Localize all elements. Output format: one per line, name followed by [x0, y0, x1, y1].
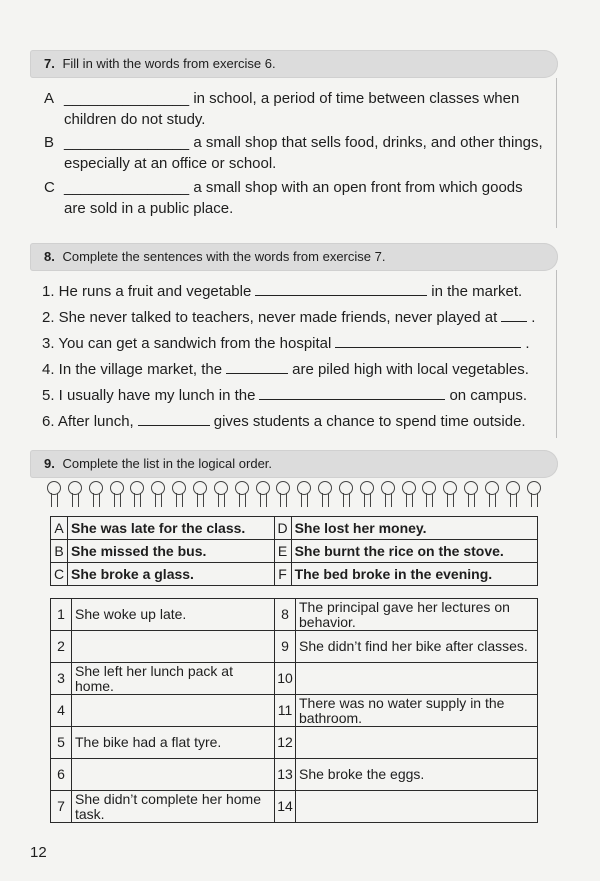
exercise-instruction: Complete the sentences with the words from exercise 7.: [62, 249, 386, 264]
sentence-item: [42, 333, 547, 355]
answer-blank[interactable]: _______________: [64, 90, 190, 107]
step-number: 5: [51, 727, 72, 759]
ring-icon: [463, 481, 479, 509]
ring-icon: [275, 481, 291, 509]
margin-rule: [556, 78, 557, 228]
ring-icon: [88, 481, 104, 509]
ring-icon: [401, 481, 417, 509]
step-cell[interactable]: She didn’t complete her home task.: [72, 791, 275, 823]
step-cell[interactable]: She didn’t find her bike after classes.: [296, 631, 538, 663]
step-number: 6: [51, 759, 72, 791]
event-text: The bed broke in the evening.: [291, 563, 537, 586]
page-number: 12: [30, 844, 47, 861]
event-text: She burnt the rice on the stove.: [291, 540, 537, 563]
ring-icon: [192, 481, 208, 509]
definition-text-cont: are sold in a public place.: [64, 200, 234, 217]
step-cell[interactable]: The principal gave her lectures on behavior.: [296, 599, 538, 631]
step-cell[interactable]: [72, 631, 275, 663]
step-number: 12: [275, 727, 296, 759]
margin-rule: [556, 270, 557, 438]
sentence-item: [42, 307, 547, 329]
ring-icon: [526, 481, 542, 509]
ring-icon: [442, 481, 458, 509]
ring-icon: [67, 481, 83, 509]
sentence-start: 3. You can get a sandwich from the hospital: [42, 335, 332, 352]
step-cell[interactable]: [296, 727, 538, 759]
sentence-end: are piled high with local vegetables.: [292, 361, 529, 378]
exercise-9-header: [30, 450, 558, 478]
step-cell[interactable]: The bike had a flat tyre.: [72, 727, 275, 759]
sentence-start: 2. She never talked to teachers, never made friends, never played at: [42, 309, 498, 326]
ring-icon: [46, 481, 62, 509]
sentence-start: 4. In the village market, the: [42, 361, 223, 378]
exercise-number: 8.: [44, 249, 55, 264]
item-letter: A: [44, 90, 55, 107]
ring-icon: [359, 481, 375, 509]
event-letter: F: [274, 563, 291, 586]
exercise-number: 7.: [44, 56, 55, 71]
ring-icon: [421, 481, 437, 509]
definition-text-cont: children do not study.: [64, 111, 206, 128]
table-row: [51, 517, 538, 540]
step-number: 1: [51, 599, 72, 631]
step-number: 9: [275, 631, 296, 663]
ring-icon: [171, 481, 187, 509]
answer-blank[interactable]: [138, 411, 210, 426]
definition-text: in school, a period of time between classes when: [193, 90, 520, 107]
sentence-start: 5. I usually have my lunch in the: [42, 387, 256, 404]
step-cell[interactable]: [296, 791, 538, 823]
sentence-end: on campus.: [449, 387, 527, 404]
step-cell[interactable]: [72, 695, 275, 727]
exercise-8-header: [30, 243, 558, 271]
ring-icon: [213, 481, 229, 509]
step-cell[interactable]: She woke up late.: [72, 599, 275, 631]
answer-blank[interactable]: [335, 333, 521, 348]
event-letter: C: [51, 563, 68, 586]
step-number: 4: [51, 695, 72, 727]
sentence-end: .: [525, 335, 530, 352]
step-number: 13: [275, 759, 296, 791]
step-number: 3: [51, 663, 72, 695]
answer-blank[interactable]: [259, 385, 445, 400]
sentence-item: [42, 281, 547, 303]
step-number: 2: [51, 631, 72, 663]
exercise-instruction: Complete the list in the logical order.: [62, 456, 273, 471]
answer-blank[interactable]: [226, 359, 288, 374]
ring-icon: [234, 481, 250, 509]
exercise-number: 9.: [44, 456, 55, 471]
ring-icon: [505, 481, 521, 509]
item-letter: B: [44, 134, 55, 151]
answer-blank[interactable]: [255, 281, 427, 296]
table-row: [51, 663, 538, 695]
step-number: 8: [275, 599, 296, 631]
step-number: 11: [275, 695, 296, 727]
definition-text: a small shop that sells food, drinks, and other things,: [193, 134, 543, 151]
event-letter: B: [51, 540, 68, 563]
exercise-7-header: [30, 50, 558, 78]
events-table: [50, 516, 538, 586]
step-cell[interactable]: She broke the eggs.: [296, 759, 538, 791]
sentence-item: [42, 359, 547, 381]
event-text: She was late for the class.: [68, 517, 275, 540]
ring-icon: [484, 481, 500, 509]
sentence-start: 1. He runs a fruit and vegetable: [42, 283, 252, 300]
sentence-start: 6. After lunch,: [42, 413, 134, 430]
table-row: [51, 631, 538, 663]
step-number: 7: [51, 791, 72, 823]
exercise-instruction: Fill in with the words from exercise 6.: [62, 56, 276, 71]
ring-icon: [109, 481, 125, 509]
item-letter: C: [44, 179, 55, 196]
event-text: She lost her money.: [291, 517, 537, 540]
step-cell[interactable]: [72, 759, 275, 791]
sentence-end: .: [531, 309, 536, 326]
ring-icon: [150, 481, 166, 509]
step-number: 14: [275, 791, 296, 823]
step-cell[interactable]: She left her lunch pack at home.: [72, 663, 275, 695]
definition-text-cont: especially at an office or school.: [64, 155, 277, 172]
spiral-binding-decoration: [46, 481, 542, 509]
event-text: She missed the bus.: [68, 540, 275, 563]
ring-icon: [380, 481, 396, 509]
event-letter: E: [274, 540, 291, 563]
ring-icon: [129, 481, 145, 509]
table-row: [51, 759, 538, 791]
sentence-item: [42, 411, 547, 433]
answer-blank[interactable]: _______________: [64, 179, 190, 196]
answer-blank[interactable]: [501, 307, 527, 322]
table-row: [51, 540, 538, 563]
answer-blank[interactable]: _______________: [64, 134, 190, 151]
definition-text: a small shop with an open front from which goods: [193, 179, 523, 196]
step-number: 10: [275, 663, 296, 695]
event-letter: A: [51, 517, 68, 540]
table-row: [51, 791, 538, 823]
ring-icon: [255, 481, 271, 509]
order-list-table: [50, 598, 538, 823]
table-row: [51, 599, 538, 631]
event-letter: D: [274, 517, 291, 540]
sentence-item: [42, 385, 547, 407]
sentence-end: gives students a chance to spend time outside.: [213, 413, 526, 430]
table-row: [51, 695, 538, 727]
ring-icon: [338, 481, 354, 509]
table-row: [51, 563, 538, 586]
ring-icon: [296, 481, 312, 509]
event-text: She broke a glass.: [68, 563, 275, 586]
sentence-end: in the market.: [431, 283, 523, 300]
step-cell[interactable]: [296, 663, 538, 695]
ring-icon: [317, 481, 333, 509]
table-row: [51, 727, 538, 759]
step-cell[interactable]: There was no water supply in the bathroom.: [296, 695, 538, 727]
